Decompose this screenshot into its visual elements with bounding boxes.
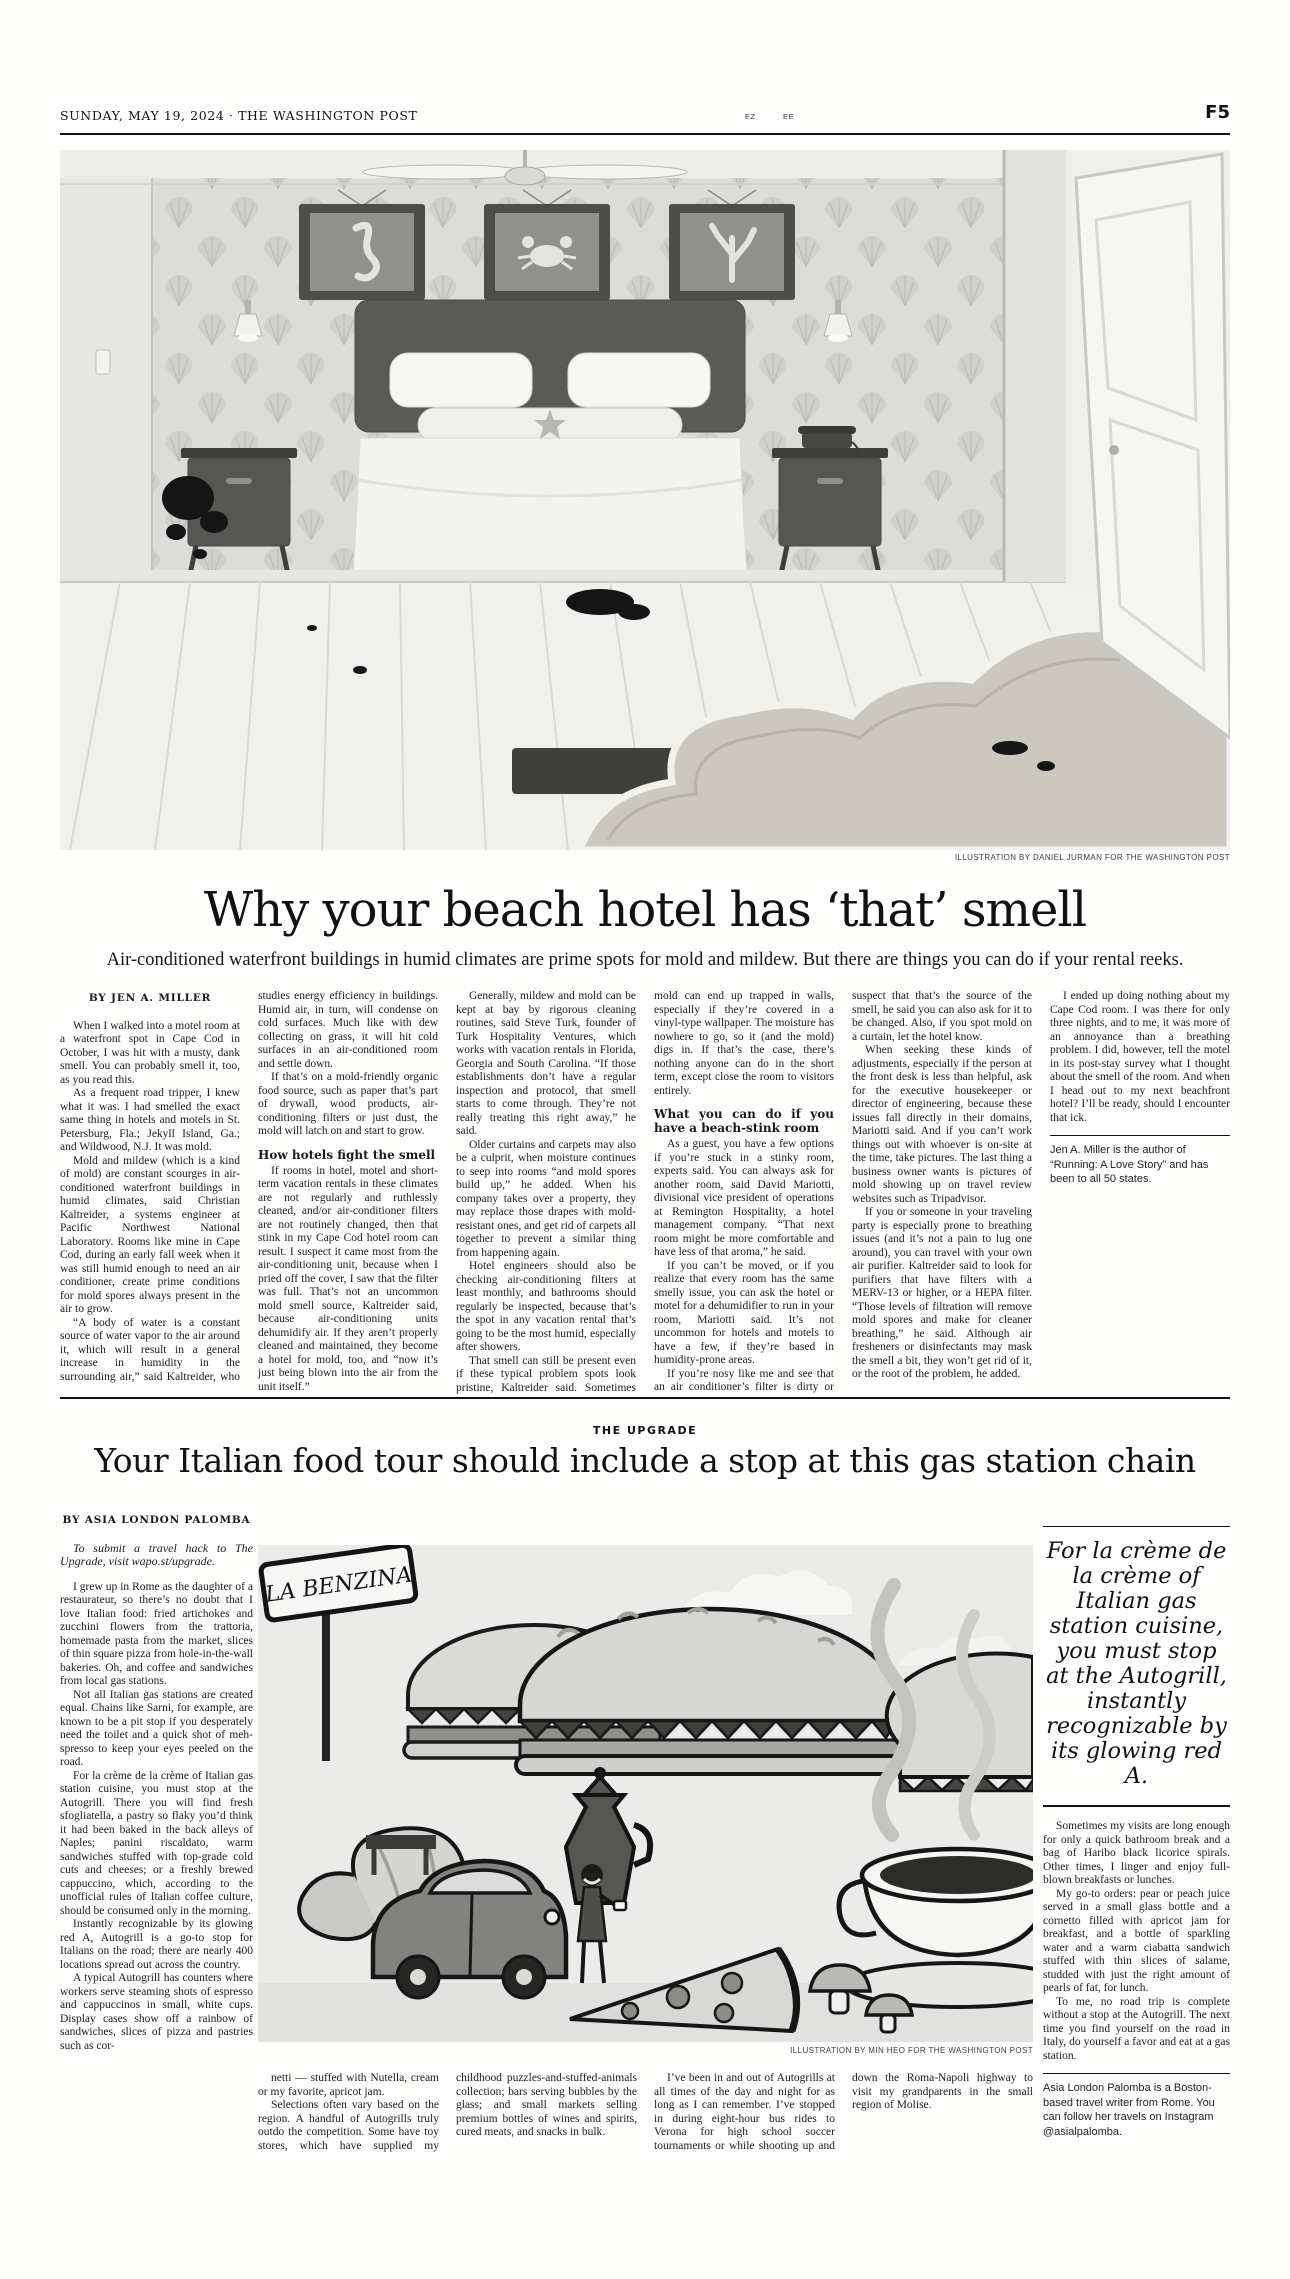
food-scene-graphic [258,1545,1033,2042]
article-paragraph: If rooms in hotel, motel and short-term vacation rentals in these climates are not regularly and ruthlessly cleaned, and/or air-conditioner filters are not routinely changed, then that stink in my Cape Cod hotel room can result. I suspect it came most from the air-conditioning unit, because when I pried off the cover, I saw that the filter was full. That’s not an uncommon mold smell source, Kaltreider said, because air-conditioning units dehumidify air. If they aren’t properly cleaned and maintained, they become a hotel for mold, too, and “now it’s just being blown into the air from the unit itself.” [258,1164,438,1393]
upgrade-headline: Your Italian food tour should include a stop at this gas station chain [94,1441,1196,1480]
section-subhead: How hotels fight the smell [258,1147,436,1162]
article-paragraph: For la crème de la crème of Italian gas station cuisine, you must stop at the Autogrill. There you will find fresh sfogliatella, a pastry so flaky you’d think it had been baked in the back alleys of Naples; panini riscaldato, warm sandwiches stuffed with top-grade cold cuts and cheeses; or a freshly brewed cappuccino, which, according to the unofficial rules of Italian coffee culture, should be consumed only in the morning. [60,1769,253,1917]
article-paragraph: Instantly recognizable by its glowing red A, Autogrill is a go-to stop for Italians on the road; there are nearly 400 locations spread out across the country. [60,1918,253,1971]
section-divider-rule [60,1397,1230,1399]
masthead [60,100,1230,135]
article-paragraph: Older curtains and carpets may also be a culprit, when moisture continues to seep into rooms “and mold spores build up,” he added. When his company takes over a property, they may replace those drapes with mold-resistant ones, and get rid of carpets all together to prevent a similar thing from happening again. [456,1138,636,1259]
article-paragraph: Mold and mildew (which is a kind of mold) are constant scourges in air-conditioned waterfront buildings in humid climates, said Christian Kaltreider, a systems engineer at Pacific Northwest National Laboratory. Rooms like mine in Cape Cod, during an early fall week when it was still humid enough to need an air conditioner, create prime conditions for mold spores always present in the air to grow. [60,1154,240,1315]
gas-station-sign-text: LA BENZINA [263,1562,414,1608]
author-bio: Jen A. Miller is the author of “Running: A Love Story” and has been to all 50 states. [1050,1135,1230,1187]
article-paragraph: netti — stuffed with Nutella, cream or my favorite, apricot jam. [258,2072,439,2098]
upgrade-left-paragraphs [60,1581,253,2054]
author-bio: Asia London Palomba is a Boston-based travel writer from Rome. You can follow her travels on Instagram @asialpalomba. [1043,2073,1230,2139]
article-paragraph: Hotel engineers should also be checking air-conditioning filters at least monthly, and bathrooms should regularly be inspected, because that’s the spot in any vacation rental that’s going to be the most humid, especially after showers. [456,1260,636,1353]
article-paragraph: That smell can still be present even if these typical problem spots look pristine, Kaltreider said. Sometimes mold can end up trapped in walls, especially if they’re covered in a vinyl-type wallpaper. The moisture has nowhere to go, so it (and the mold) digs in. If that’s the case, there’s nothing anyone can do in the short term, except close the room to visitors entirely. [456,990,834,1394]
food-illustration-credit: ILLUSTRATION BY MIN HEO FOR THE WASHINGTON POST [790,2046,1033,2055]
upgrade-byline: BY ASIA LONDON PALOMBA [62,1514,251,1526]
beach-article-paragraphs [60,990,1230,1396]
article-paragraph: If you’re nosy like me and see that an air conditioner’s filter is dirty or suspect that that’s the source of the smell, he said you can also ask for it to be changed. Also, if you spot mold on a curtain, let the hotel know. [654,990,1032,1393]
article-paragraph: As a guest, you have a few options if you’re stuck in a stinky room, experts said. You can always ask for another room, said David Mariotti, divisional vice president of operations at Remington Hospitality, a hotel management company. “That next room might be more comfortable and have less of that aroma,” he said. [654,1138,834,1258]
article-paragraph: As a frequent road tripper, I knew what it was. I had smelled the exact same thing in hotels and motels in St. Petersburg, Fla.; Jekyll Island, Ga.; and Wildwood, N.J. It was mold. [60,1087,240,1153]
bedroom-scene-graphic [60,150,1230,850]
article-paragraph: I grew up in Rome as the daughter of a restaurateur, so there’s no doubt that I love Italian food: fried artichokes and zucchini flowers from the trattoria, homemade pasta from the market, slices of thin square pizza from hole-in-the-wall bakeries. Oh, and coffee and sandwiches from local gas stations. [60,1580,253,1687]
beach-room-illustration [60,150,1230,850]
beach-article-subhead: Air-conditioned waterfront buildings in humid climates are prime spots for mold and mildew. But there are things you can do if your rental reeks. [106,950,1184,970]
article-paragraph: A typical Autogrill has counters where workers serve steaming shots of espresso and cappuccinos in small, white cups. Display cases show off a rainbow of sandwiches, slices of pizza and pastries such as cor- [60,1972,253,2052]
edition-code-2: EE [783,112,795,121]
article-paragraph: To me, no road trip is complete without a stop at the Autogrill. The next time you find yourself on the road in Italy, do yourself a favor and eat at a gas station. [1043,1995,1230,2062]
beach-article-body [60,990,1230,1396]
upgrade-right-rail [1043,1526,1230,2150]
article-paragraph: Selections often vary based on the region. A handful of Autogrills truly outdo the competition. Some have toy stores, which have supplied my childhood puzzles-and-stuffed-animals collection; bars serving bubbles by the glass; and small markets selling premium bottles of wines and spirits, cured meats, and snacks in bulk. [258,2072,637,2152]
article-paragraph: Generally, mildew and mold can be kept at bay by rigorous cleaning routines, said Steve Turk, founder of Turk Hospitality Ventures, which works with vacation rentals in Florida, Georgia and South Carolina. “If those establishments don’t have a regular inspection and protocol, that smell starts to come through. They’re not really treating this right away,” he said. [456,990,636,1137]
upgrade-left-column [60,1512,253,2053]
pull-quote: For la crème de la crème of Italian gas station cuisine, you must stop at the Autogrill, instantly recognizable by its glowing red A. [1043,1526,1230,1807]
article-paragraph: Not all Italian gas stations are created equal. Chains like Sarni, for example, are known to be a pit stop if you desperately need the toilet and a quick shot of meh-spresso to keep your eyes peeled on the road. [60,1688,253,1768]
coral-frame-icon [669,190,795,300]
article-paragraph: When seeking these kinds of adjustments, especially if the person at the front desk is less than helpful, ask for the executive housekeeper or director of engineering, because these issues fall directly in their domains, Mariotti said. And if you can’t work things out with whoever is on-site at the time, take pictures. The last thing a business owner wants is pictures of mold showing up on travel review websites such as Tripadvisor. [852,1044,1032,1205]
article-paragraph: Sometimes my visits are long enough for only a quick bathroom break and a bag of Haribo black licorice spirals. Other times, I linger and enjoy full-blown breakfasts or lunches. [1043,1820,1230,1886]
hero-illustration-credit: ILLUSTRATION BY DANIEL JURMAN FOR THE WASHINGTON POST [954,853,1230,862]
article-paragraph: When I walked into a motel room at a waterfront spot in Cape Cod in October, I was hit with a musty, dank smell. You can probably smell it, too, as you read this. [60,1019,240,1086]
article-paragraph: I ended up doing nothing about my Cape Cod room. I was there for only three nights, and to me, it was more of an annoyance than a breathing problem. I did, however, tell the motel in its post-stay survey what I thought about the smell of the room. And when I head out to my next beachfront hotel? I’ll be ready, should I encounter that ick. [1050,990,1230,1124]
upgrade-kicker: THE UPGRADE [592,1424,698,1437]
seahorse-frame-icon [299,190,425,300]
article-paragraph: My go-to orders: pear or peach juice served in a small glass bottle and a cornetto filled with apricot jam for breakfast, and a bottle of sparkling water and a warm ciabatta sandwich stuffed with thin slices of salame, studded with just the right amount of pearls of fat, for lunch. [1043,1887,1230,1994]
article-paragraph: If you can’t be moved, or if you realize that every room has the same smelly issue, you can ask the hotel or motel for a dehumidifier to run in your room, Mariotti said. It’s not uncommon for hotels and motels to have a few, if they’re based in humidity-prone areas. [654,1259,834,1366]
upgrade-submission-note: To submit a travel hack to The Upgrade, visit wapo.st/upgrade. [60,1540,253,1568]
article-paragraph: “A body of water is a constant source of water vapor to the air around it, which will result in a general increase in humidity in the surrounding air,” said Kaltreider, who studies energy efficiency in buildings. Humid air, in turn, will condense on cold surfaces. Much like with dew collecting on grass, it will hit cold surfaces in an air-conditioned room and settle down. [60,990,438,1383]
masthead-date-title: SUNDAY, MAY 19, 2024 · THE WASHINGTON POST [60,108,418,123]
section-subhead: What you can do if you have a beach-stink room [654,1107,834,1135]
upgrade-rail-paragraphs [1043,1820,1230,2139]
crab-frame-icon [484,190,610,300]
edition-code-1: EZ [745,112,756,121]
beach-article-byline: BY JEN A. MILLER [88,992,212,1004]
upgrade-bottom-paragraphs [258,2072,1033,2158]
autogrill-food-illustration [258,1545,1033,2042]
upgrade-bottom-columns [258,2072,1033,2158]
article-paragraph: If you or someone in your traveling party is especially prone to breathing issues (and it’s not a pain to lug one around), you can travel with your own air purifier. Kaltreider said to look for purifiers that have filters with a MERV-13 or higher, or a HEPA filter. “Those levels of filtration will remove mold spores and make for cleaner breathing,” he said. Although air fresheners or disinfectants may mask the smell a bit, they won’t get rid of it, or the root of the problem, he added. [852,1206,1032,1380]
beach-article-headline: Why your beach hotel has ‘that’ smell [203,882,1087,938]
page-number: F5 [1205,102,1230,123]
article-paragraph: I’ve been in and out of Autogrills at all times of the day and night for as long as I can remember. I’ve stopped in during eight-hour bus rides to Verona for high school soccer tournaments or while shooting up and down the Roma-Napoli highway to visit my grandparents in the small region of Molise. [654,2072,1033,2152]
article-paragraph: If that’s on a mold-friendly organic food source, such as paper that’s part of drywall, wood products, air-conditioning filters or just dust, the mold will latch on and start to grow. [258,1071,438,1137]
